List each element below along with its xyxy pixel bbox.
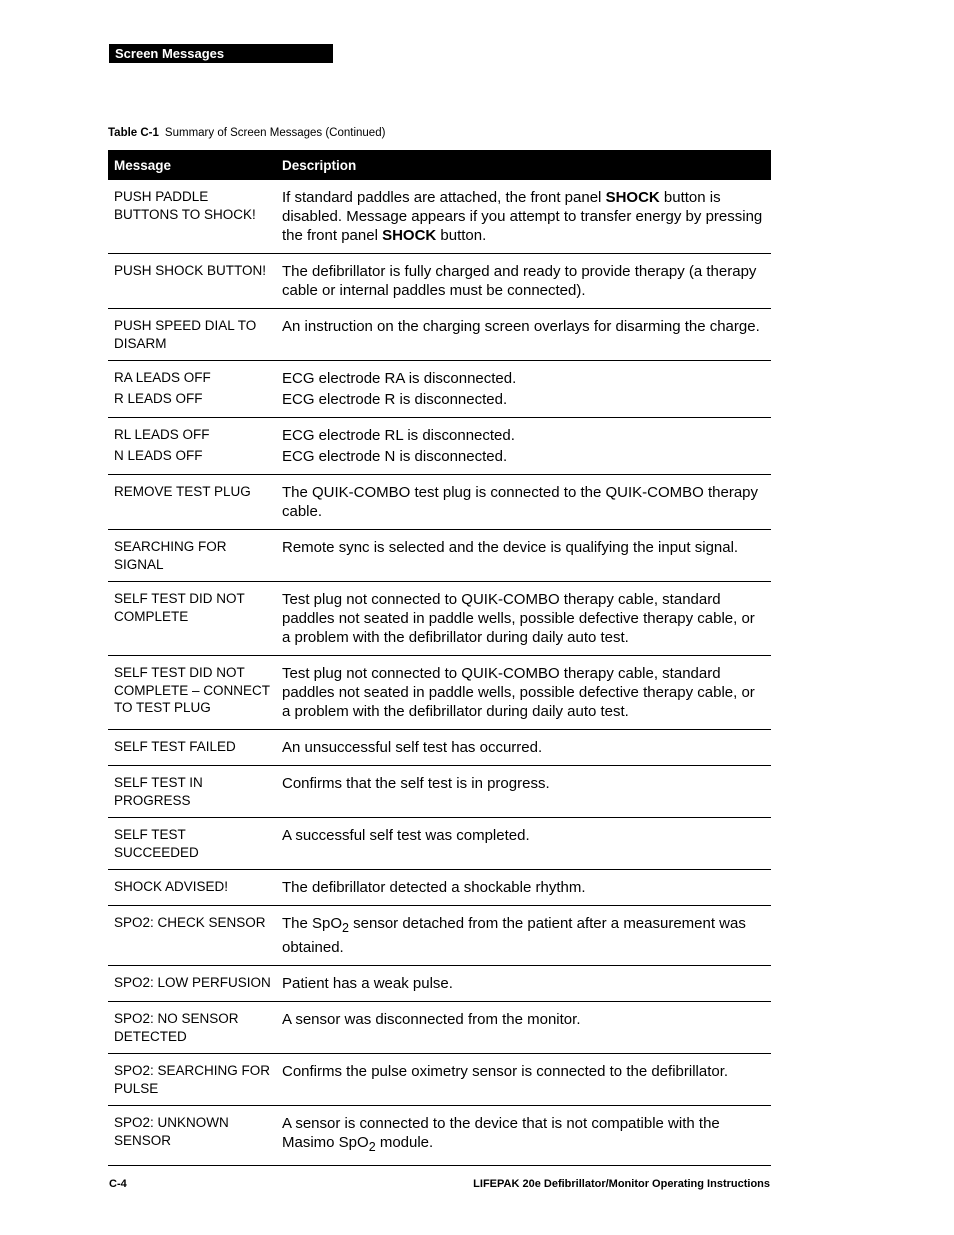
- table-row: [108, 475, 771, 530]
- message-cell: PUSH SHOCK BUTTON!: [108, 254, 276, 309]
- bold-term: SHOCK: [605, 189, 660, 206]
- description-cell: The defibrillator is fully charged and ready to provide therapy (a therapy cable or internal paddles must be connected).: [276, 254, 771, 309]
- table-row: [108, 180, 771, 254]
- table-row: [108, 766, 771, 818]
- table-caption: [108, 127, 385, 139]
- description-cell: The SpO$_2$ sensor detached from the patient after a measurement was obtained.: [276, 906, 771, 966]
- description-cell: An instruction on the charging screen overlays for disarming the charge.: [276, 309, 771, 361]
- table-row: [108, 730, 771, 766]
- table-row: [108, 870, 771, 906]
- description-cell: Test plug not connected to QUIK-COMBO therapy cable, standard paddles not seated in paddle wells, possible defective therapy cable, or a problem with the defibrillator during daily auto test.: [276, 582, 771, 656]
- description-cell: A sensor is connected to the device that is not compatible with the Masimo SpO$_2$ module.: [276, 1106, 771, 1166]
- message-cell: SHOCK ADVISED!: [108, 870, 276, 906]
- table-row: [108, 254, 771, 309]
- description-cell: ECG electrode RL is disconnected. ECG electrode N is disconnected.: [276, 418, 771, 475]
- message-cell: RA LEADS OFF R LEADS OFF: [108, 361, 276, 418]
- description-cell: ECG electrode RA is disconnected. ECG electrode R is disconnected.: [276, 361, 771, 418]
- description-cell: Confirms that the self test is in progress.: [276, 766, 771, 818]
- description-cell: A successful self test was completed.: [276, 818, 771, 870]
- description-cell: Test plug not connected to QUIK-COMBO therapy cable, standard paddles not seated in paddle wells, possible defective therapy cable, or a problem with the defibrillator during daily auto test.: [276, 656, 771, 730]
- message-cell: SPO2: NO SENSOR DETECTED: [108, 1002, 276, 1054]
- section-header: Screen Messages: [109, 44, 333, 63]
- table-row: [108, 1054, 771, 1106]
- message-cell: SELF TEST SUCCEEDED: [108, 818, 276, 870]
- bold-term: SHOCK: [382, 227, 437, 244]
- message-cell: REMOVE TEST PLUG: [108, 475, 276, 530]
- message-cell: PUSH SPEED DIAL TO DISARM: [108, 309, 276, 361]
- description-cell: Confirms the pulse oximetry sensor is connected to the defibrillator.: [276, 1054, 771, 1106]
- message-cell: PUSH PADDLE BUTTONS TO SHOCK!: [108, 180, 276, 254]
- message-cell: SPO2: SEARCHING FOR PULSE: [108, 1054, 276, 1106]
- table-row: [108, 656, 771, 730]
- table-row: [108, 1106, 771, 1166]
- message-cell: SPO2: CHECK SENSOR: [108, 906, 276, 966]
- table-row: [108, 818, 771, 870]
- column-header-message: Message: [108, 150, 276, 180]
- table-row: [108, 1002, 771, 1054]
- table-caption-number: Table C-1: [108, 127, 159, 139]
- message-cell: SELF TEST FAILED: [108, 730, 276, 766]
- table-row: [108, 582, 771, 656]
- message-cell: SELF TEST DID NOT COMPLETE – CONNECT TO TEST PLUG: [108, 656, 276, 730]
- table-row: [108, 530, 771, 582]
- description-cell: Patient has a weak pulse.: [276, 966, 771, 1002]
- table-row: [108, 906, 771, 966]
- table-row: [108, 418, 771, 475]
- document-title: LIFEPAK 20e Defibrillator/Monitor Operating Instructions: [473, 1178, 770, 1190]
- page-number: C-4: [109, 1178, 127, 1190]
- message-cell: SPO2: UNKNOWN SENSOR: [108, 1106, 276, 1166]
- description-cell: An unsuccessful self test has occurred.: [276, 730, 771, 766]
- message-cell: RL LEADS OFF N LEADS OFF: [108, 418, 276, 475]
- table-row: [108, 309, 771, 361]
- message-cell: SPO2: LOW PERFUSION: [108, 966, 276, 1002]
- message-cell: SELF TEST DID NOT COMPLETE: [108, 582, 276, 656]
- table-row: [108, 361, 771, 418]
- table-row: [108, 966, 771, 1002]
- table-caption-text: Summary of Screen Messages (Continued): [164, 127, 386, 139]
- description-cell: The QUIK-COMBO test plug is connected to the QUIK-COMBO therapy cable.: [276, 475, 771, 530]
- message-cell: SEARCHING FOR SIGNAL: [108, 530, 276, 582]
- message-cell: SELF TEST IN PROGRESS: [108, 766, 276, 818]
- table-header-row: [108, 150, 771, 180]
- description-cell: If standard paddles are attached, the front panel SHOCK button is disabled. Message appears if you attempt to transfer energy by pressing the front panel SHOCK button.: [276, 180, 771, 254]
- screen-messages-table: [108, 150, 771, 1166]
- description-cell: The defibrillator detected a shockable rhythm.: [276, 870, 771, 906]
- description-cell: Remote sync is selected and the device is qualifying the input signal.: [276, 530, 771, 582]
- column-header-description: Description: [276, 150, 771, 180]
- description-cell: A sensor was disconnected from the monitor.: [276, 1002, 771, 1054]
